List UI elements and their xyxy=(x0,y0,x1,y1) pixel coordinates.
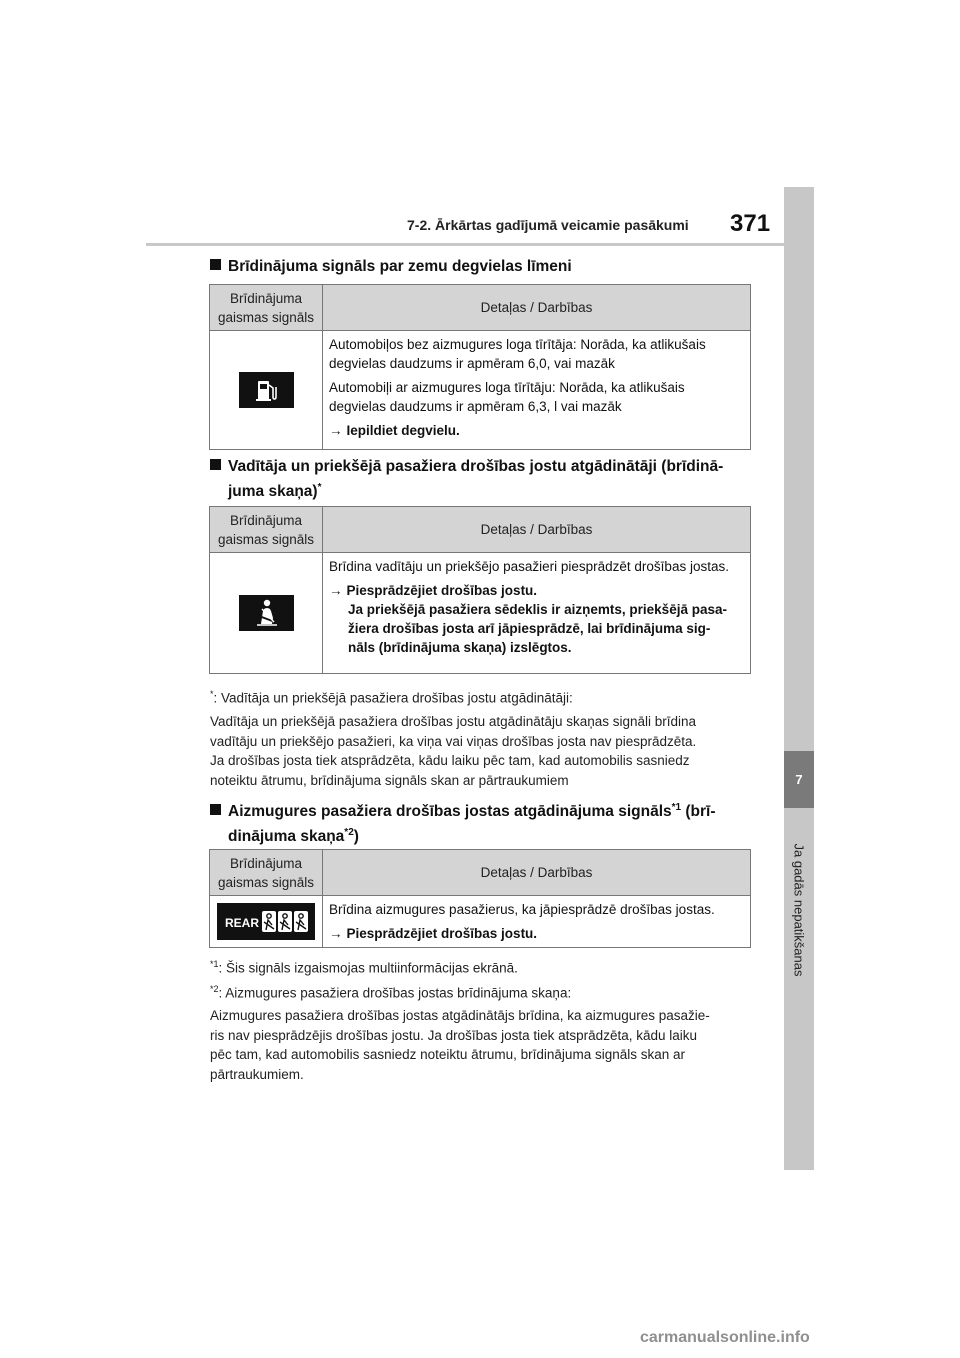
action-note-line: Ja priekšējā pasažiera sēdeklis ir aizņemts, priekšējā pasa- xyxy=(348,602,727,617)
rear-label: REAR xyxy=(225,916,260,930)
action-text xyxy=(329,924,744,943)
paragraph-line: vadītāju un priekšējo pasažieri, ka viņa vai viņas drošības josta nav piesprādzēta. xyxy=(210,733,697,749)
paragraph-line: Aizmugures pasažiera drošības jostas atgādinātājs brīdina, ka aizmugures pasažie- xyxy=(210,1008,710,1023)
seatbelt-table xyxy=(209,506,751,674)
chapter-side-tab xyxy=(784,187,814,1170)
heading-text-line2: juma skaņa) xyxy=(228,483,318,501)
watermark: carmanualsonline.info xyxy=(640,1329,810,1346)
col-header-details: Detaļas / Darbības xyxy=(323,507,751,553)
action-text xyxy=(329,421,744,440)
action-label: Piesprādzējiet drošības jostu. xyxy=(346,583,538,598)
arrow-right-icon: → xyxy=(329,926,343,941)
description-text: Automobiļi ar aizmugures loga tīrītāju: Norāda, ka atlikušais degvielas daudzums ir apmēram 6,3, l vai mazāk xyxy=(329,380,685,414)
heading-text: Brīdinājuma signāls par zemu degvielas līmeni xyxy=(228,258,572,275)
details-cell xyxy=(323,896,751,948)
paragraph-line: Ja drošības josta tiek atsprādzēta, kādu laiku pēc tam, kad automobilis sasniedz xyxy=(210,753,690,768)
table-header-row xyxy=(210,850,751,896)
col-header-details: Detaļas / Darbības xyxy=(323,850,751,896)
section-title: 7-2. Ārkārtas gadījumā veicamie pasākumi xyxy=(407,217,689,233)
rear-seatbelt-icon xyxy=(217,903,315,940)
rear-seatbelt-body-paragraph xyxy=(210,1006,750,1084)
col-header-details: Detaļas / Darbības xyxy=(323,285,751,331)
col-header-light: Brīdinājuma gaismas signāls xyxy=(210,507,323,553)
details-cell xyxy=(323,331,751,450)
section-heading-seatbelt xyxy=(210,456,755,502)
footnote-text: : Šis signāls izgaismojas multiinformācijas ekrānā. xyxy=(218,960,518,976)
footnote-marker: *1 xyxy=(210,959,219,969)
heading-text-line1: Vadītāja un priekšējā pasažiera drošības jostu atgādinātāji (brīdinā- xyxy=(228,458,724,475)
footnote-marker: *1 xyxy=(671,802,682,813)
section-heading-low-fuel xyxy=(210,256,755,277)
description-text: Brīdina vadītāju un priekšējo pasažieri piesprādzēt drošības jostas. xyxy=(329,559,729,574)
fuel-pump-icon xyxy=(239,372,294,408)
table-row xyxy=(210,553,751,674)
table-header-row xyxy=(210,507,751,553)
paragraph-line: pēc tam, kad automobilis sasniedz noteiktu ātrumu, brīdinājuma signāls skan ar xyxy=(210,1047,685,1062)
square-bullet-icon xyxy=(210,459,221,470)
description-text: Automobiļos bez aizmugures loga tīrītāja: Norāda, ka atlikušais degvielas daudzums ir apmēram 6,0, vai mazāk xyxy=(329,337,706,371)
footnote-marker: *2 xyxy=(210,984,219,994)
page-number: 371 xyxy=(730,210,771,237)
arrow-right-icon: → xyxy=(329,583,343,598)
details-cell xyxy=(323,553,751,674)
icon-cell xyxy=(210,331,323,450)
chapter-number: 7 xyxy=(784,751,814,808)
description-text: Brīdina aizmugures pasažierus, ka jāpiesprādzē drošības jostas. xyxy=(329,902,715,917)
heading-text-end: ) xyxy=(353,828,359,846)
footnote-2 xyxy=(210,980,755,1003)
footnote-text: : Vadītāja un priekšējā pasažiera drošības jostu atgādinātāji: xyxy=(213,690,573,706)
footnote-text: : Aizmugures pasažiera drošības jostas brīdinājuma skaņa: xyxy=(218,985,572,1001)
arrow-right-icon: → xyxy=(329,423,343,438)
action-text xyxy=(329,581,744,600)
rear-seatbelt-table xyxy=(209,849,751,948)
col-header-light: Brīdinājuma gaismas signāls xyxy=(210,850,323,896)
square-bullet-icon xyxy=(210,259,221,270)
low-fuel-table xyxy=(209,284,751,450)
footnote-marker: * xyxy=(317,482,322,493)
action-note-line: nāls (brīdinājuma skaņa) izslēgtos. xyxy=(348,640,572,655)
paragraph-line: noteiktu ātrumu, brīdinājuma signāls skan ar pārtraukumiem xyxy=(210,772,569,788)
chapter-title: Ja gadās nepatikšanas xyxy=(791,843,807,977)
header-divider xyxy=(146,243,784,246)
footnote-marker: *2 xyxy=(344,827,354,839)
paragraph-line: pārtraukumiem. xyxy=(210,1066,304,1082)
col-header-light: Brīdinājuma gaismas signāls xyxy=(210,285,323,331)
footnote xyxy=(210,685,755,708)
seatbelt-body-paragraph xyxy=(210,712,750,790)
square-bullet-icon xyxy=(210,804,221,815)
paragraph-line: ris nav piesprādzējis drošības jostu. Ja drošības josta tiek atsprādzēta, kādu laiku xyxy=(210,1027,698,1043)
footnote-1 xyxy=(210,955,755,978)
table-row xyxy=(210,896,751,948)
action-label: Iepildiet degvielu. xyxy=(346,423,460,438)
action-label: Piesprādzējiet drošības jostu. xyxy=(346,926,538,941)
footnote-marker: * xyxy=(210,689,214,699)
heading-text-line2: dinājuma skaņa xyxy=(228,828,345,846)
heading-text-part2: (brī- xyxy=(681,803,716,821)
paragraph-line: Vadītāja un priekšējā pasažiera drošības jostu atgādinātāju skaņas signāli brīdina xyxy=(210,714,697,729)
icon-cell xyxy=(210,896,323,948)
heading-text-part1: Aizmugures pasažiera drošības jostas atgādinājuma signāls xyxy=(228,803,672,821)
section-heading-rear-seatbelt xyxy=(210,797,755,847)
action-note-line: žiera drošības josta arī jāpiesprādzē, lai brīdinājuma sig- xyxy=(348,621,711,636)
icon-cell xyxy=(210,553,323,674)
table-header-row xyxy=(210,285,751,331)
table-row xyxy=(210,331,751,450)
seatbelt-icon xyxy=(239,595,294,631)
